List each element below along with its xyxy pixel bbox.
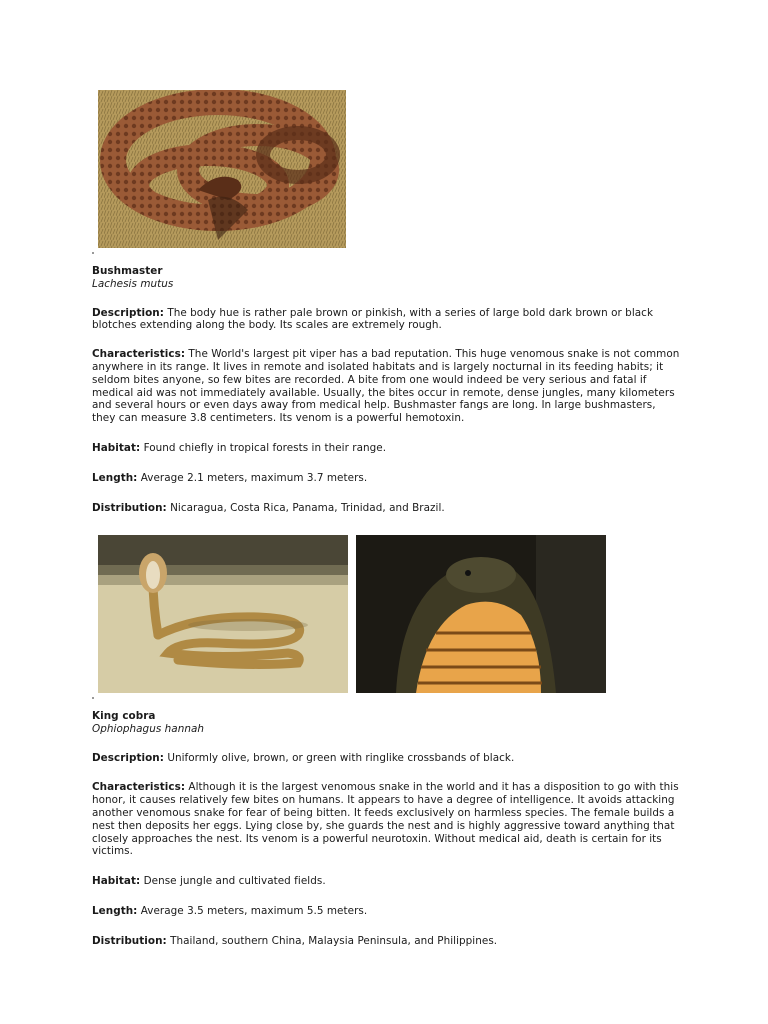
distribution-label: Distribution: (92, 934, 167, 947)
king-cobra-entry (92, 710, 682, 948)
species-common-name: King cobra (92, 710, 156, 722)
image-caption-dot (92, 252, 94, 254)
image-caption-dot-2 (92, 697, 94, 699)
description-label: Description: (92, 751, 164, 764)
length-label: Length: (92, 471, 138, 484)
description-text: Uniformly olive, brown, or green with ringlike crossbands of black. (167, 751, 515, 764)
description-paragraph (92, 307, 682, 333)
species-common-name: Bushmaster (92, 265, 163, 277)
characteristics-text: The World's largest pit viper has a bad reputation. This huge venomous snake is not common anywhere in its range. It lives in remote and isolated habitats and is largely nocturnal in its feeding habits; it seldom bites anyone, so few bites are recorded. A bite from one would indeed be very serious and fatal if medical aid was not immediately available. Usually, the bites occur in remote, dense jungles, many kilometers and several hours or even days away from medical help. Bushmaster fangs are long. In large bushmasters, they can measure 3.8 centimeters. Its venom is a powerful hemotoxin. (92, 348, 680, 425)
length-paragraph (92, 472, 682, 485)
bushmaster-photo (98, 90, 346, 248)
species-latin-name: Lachesis mutus (92, 277, 174, 290)
distribution-paragraph (92, 502, 682, 515)
habitat-text: Dense jungle and cultivated fields. (143, 875, 326, 888)
description-label: Description: (92, 306, 164, 319)
bushmaster-entry (92, 265, 682, 514)
length-text: Average 2.1 meters, maximum 3.7 meters. (140, 471, 368, 484)
king-cobra-photo-full (98, 535, 348, 693)
distribution-text: Thailand, southern China, Malaysia Peninsula, and Philippines. (170, 934, 498, 947)
habitat-label: Habitat: (92, 441, 141, 454)
length-paragraph (92, 905, 682, 918)
characteristics-paragraph (92, 348, 682, 425)
distribution-paragraph (92, 935, 682, 948)
description-paragraph (92, 752, 682, 765)
king-cobra-photo-hood (356, 535, 606, 693)
length-text: Average 3.5 meters, maximum 5.5 meters. (140, 904, 368, 917)
length-label: Length: (92, 904, 138, 917)
characteristics-label: Characteristics: (92, 348, 186, 361)
distribution-label: Distribution: (92, 501, 167, 514)
habitat-text: Found chiefly in tropical forests in their range. (143, 441, 387, 454)
habitat-paragraph (92, 875, 682, 888)
characteristics-paragraph (92, 781, 682, 858)
habitat-paragraph (92, 442, 682, 455)
distribution-text: Nicaragua, Costa Rica, Panama, Trinidad, and Brazil. (170, 501, 445, 514)
characteristics-text: Although it is the largest venomous snake in the world and it has a disposition to go with this honor, it causes relatively few bites on humans. It appears to have a degree of intelligence. It avoids attacking another venomous snake for fear of being bitten. It feeds exclusively on harmless species. The female builds a nest then deposits her eggs. Lying close by, she guards the nest and is highly aggressive toward anything that closely approaches the nest. Its venom is a powerful neurotoxin. Without medical aid, death is certain for its victims. (92, 781, 679, 858)
characteristics-label: Characteristics: (92, 781, 186, 794)
species-latin-name: Ophiophagus hannah (92, 722, 205, 735)
description-text: The body hue is rather pale brown or pinkish, with a series of large bold dark brown or black blotches extending along the body. Its scales are extremely rough. (92, 306, 654, 332)
habitat-label: Habitat: (92, 875, 141, 888)
